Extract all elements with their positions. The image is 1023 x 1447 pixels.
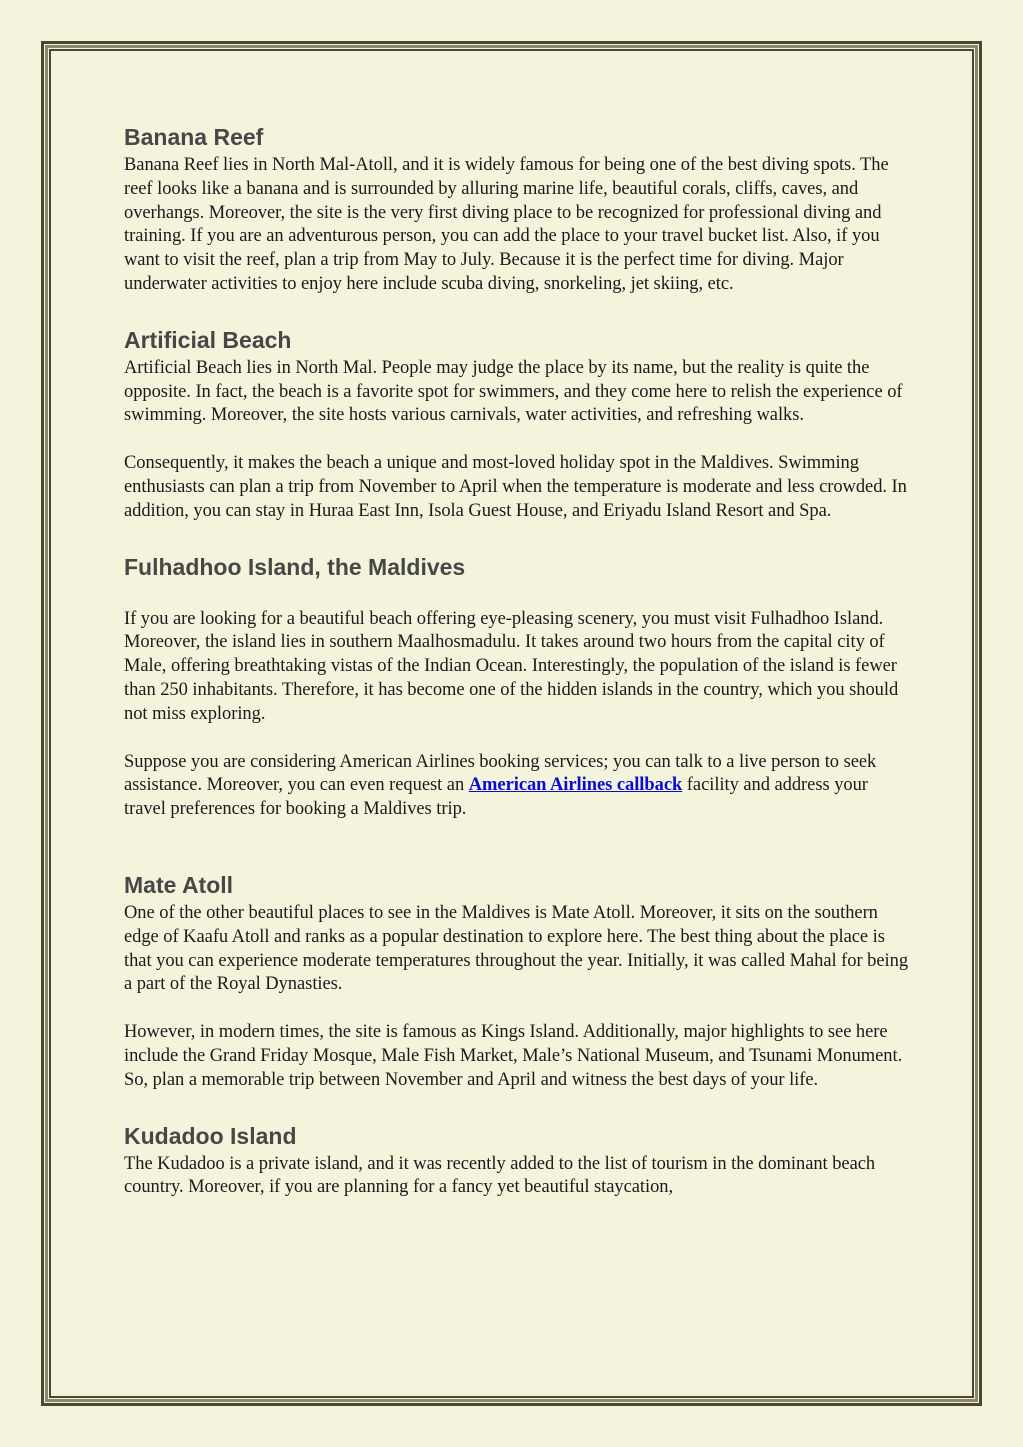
- section-heading-fulhadhoo-island: Fulhadhoo Island, the Maldives: [124, 553, 466, 580]
- section-paragraph: One of the other beautiful places to see in the Maldives is Mate Atoll. Moreover, it sits on the southern edge of Kaafu Atoll and ranks as a popular destination to explore here. The best thing about the place is that you can experience moderate temperatures throughout the year. Initially, it was called Mahal for being a part of the Royal Dynasties.: [124, 902, 909, 995]
- section-paragraph: The Kudadoo is a private island, and it was recently added to the list of tourism in the dominant beach country. Moreover, if you are planning for a fancy yet beautiful staycation,: [124, 1153, 876, 1198]
- section-paragraph: However, in modern times, the site is famous as Kings Island. Additionally, major highlights to see here include the Grand Friday Mosque, Male Fish Market, Male’s National Museum, and Tsunami Monument. So, plan a memorable trip between November and April and witness the best days of your life.: [124, 1022, 903, 1090]
- link-paragraph-after: facility and address your travel preferences for booking a Maldives trip.: [124, 775, 868, 820]
- american-airlines-callback-link[interactable]: American Airlines callback: [468, 775, 683, 796]
- section-paragraph: Artificial Beach lies in North Mal. People may judge the place by its name, but the reality is quite the opposite. In fact, the beach is a favorite spot for swimmers, and they come here to relish the experience of swimming. Moreover, the site hosts various carnivals, water activities, and refreshing walks.: [124, 357, 903, 426]
- section-heading-kudadoo-island: Kudadoo Island: [124, 1122, 297, 1149]
- section-heading-mate-atoll: Mate Atoll: [124, 871, 234, 898]
- section-heading-banana-reef: Banana Reef: [124, 124, 264, 150]
- article-content: [124, 120, 914, 1200]
- section-heading-artificial-beach: Artificial Beach: [124, 326, 292, 353]
- section-paragraph: Banana Reef lies in North Mal-Atoll, and it is widely famous for being one of the best diving spots. The reef looks like a banana and is surrounded by alluring marine life, beautiful corals, cliffs, caves, and overhangs. Moreover, the site is the very first diving place to be recognized for professional diving and training. If you are an adventurous person, you can add the place to your travel bucket list. Also, if you want to visit the reef, plan a trip from May to July. Because it is the perfect time for diving. Major underwater activities to enjoy here include scuba diving, snorkeling, jet skiing, etc.: [124, 155, 889, 294]
- section-paragraph: If you are looking for a beautiful beach offering eye-pleasing scenery, you must visit Fulhadhoo Island. Moreover, the island lies in southern Maalhosmadulu. It takes around two hours from the capital city of Male, offering breathtaking vistas of the Indian Ocean. Interestingly, the population of the island is fewer than 250 inhabitants. Therefore, it has become one of the hidden islands in the country, which you should not miss exploring.: [124, 608, 899, 724]
- link-paragraph-before: Suppose you are considering American Airlines booking services; you can talk to a live person to seek assistance. Moreover, you can even request an: [124, 751, 877, 796]
- section-paragraph-with-link: [124, 751, 914, 822]
- section-paragraph: Consequently, it makes the beach a unique and most-loved holiday spot in the Maldives. Swimming enthusiasts can plan a trip from November to April when the temperature is moderate and less crowded. In addition, you can stay in Huraa East Inn, Isola Guest House, and Eriyadu Island Resort and Spa.: [124, 453, 907, 521]
